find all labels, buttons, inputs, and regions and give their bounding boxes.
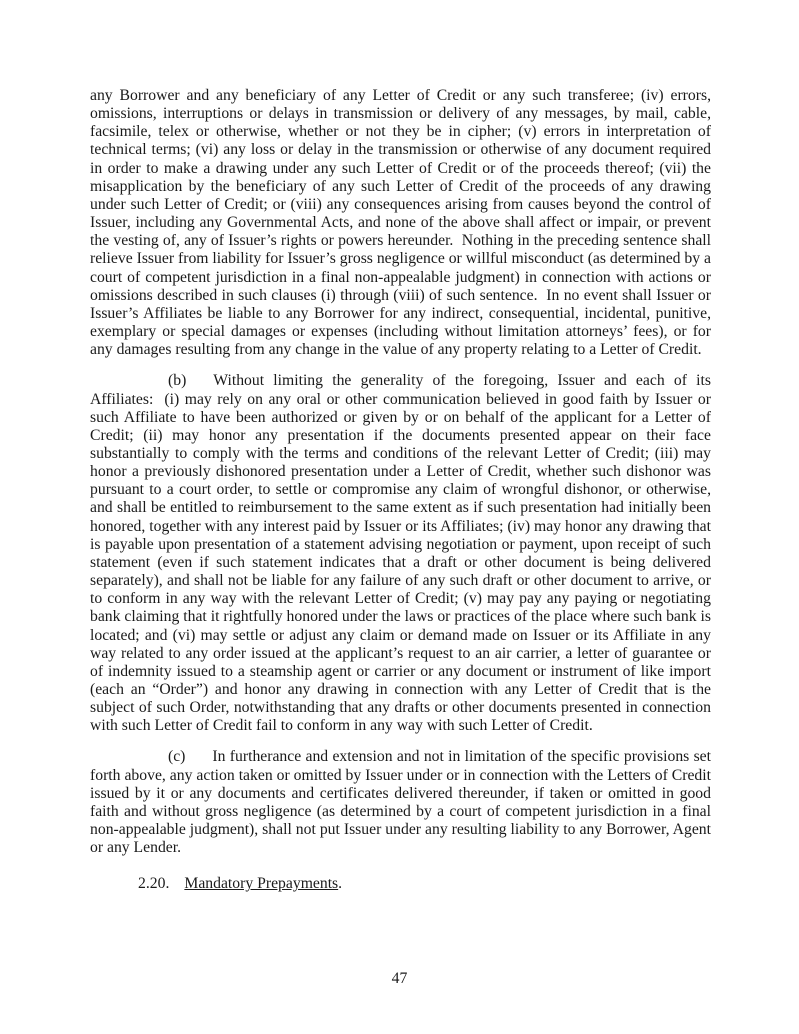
paragraph-b-label: (b) [168,372,187,390]
paragraph-c-text: In furtherance and extension and not in limitation of the specific provisions set forth above, any action taken or omitted by Issuer under or in connection with the Letters of Credit issued by it or any documents and certificates delivered thereunder, if taken or omitted in good faith and without gross negligence (as determined by a court of competent jurisdiction in a final non-appealable judgment), shall not put Issuer under any resulting liability to any Borrower, Agent or any Lender. [90,748,711,857]
section-title: Mandatory Prepayments [184,875,339,893]
page-number: 47 [391,970,408,987]
paragraph-c [90,748,711,857]
section-title-period: . [338,875,343,893]
paragraph-b-text: Without limiting the generality of the foregoing, Issuer and each of its Affiliates: (i) may rely on any oral or other communication believed in good faith by Issuer or such Affiliate to have been authorized or given by or on behalf of the applicant for a Letter of Credit; (ii) may honor any presentation if the documents presented appear on their face substantially to comply with the terms and conditions of the relevant Letter of Credit; (iii) may honor a previously dishonored presentation under a Letter of Credit, whether such dishonor was pursuant to a court order, to settle or compromise any claim of wrongful dishonor, or otherwise, and shall be entitled to reimbursement to the same extent as if such presentation had initially been honored, together with any interest paid by Issuer or its Affiliates; (iv) may honor any drawing that is payable upon presentation of a statement advising negotiation or payment, upon receipt of such statement (even if such statement indicates that a draft or other document is being delivered separately), and shall not be liable for any failure of any such draft or other document to arrive, or to conform in any way with the relevant Letter of Credit; (v) may pay any paying or negotiating bank claiming that it rightfully honored under the laws or practices of the place where such bank is located; and (vi) may settle or adjust any claim or demand made on Issuer or its Affiliate in any way related to any order issued at the applicant’s request to an air carrier, a letter of guarantee or of indemnity issued to a steamship agent or carrier or any document or instrument of like import (each an “Order”) and honor any drawing in connection with any Letter of Credit that is the subject of such Order, notwithstanding that any drafts or other documents presented in connection with such Letter of Credit fail to conform in any way with such Letter of Credit. [90,372,711,735]
paragraph-b [90,372,711,735]
paragraph-c-label: (c) [168,748,186,766]
section-number: 2.20. [138,875,170,893]
section-heading [138,875,711,893]
paragraph-continuation: any Borrower and any beneficiary of any Letter of Credit or any such transferee; (iv) errors, omissions, interruptions or delays in transmission or delivery of any messages, by mail, cable, facsimile, telex or otherwise, whether or not they be in cipher; (v) errors in interpretation of technical terms; (vi) any loss or delay in the transmission or otherwise of any document required in order to make a drawing under any such Letter of Credit or of the proceeds thereof; (vii) the misapplication by the beneficiary of any such Letter of Credit of the proceeds of any drawing under such Letter of Credit; or (viii) any consequences arising from causes beyond the control of Issuer, including any Governmental Acts, and none of the above shall affect or impair, or prevent the vesting of, any of Issuer’s rights or powers hereunder. Nothing in the preceding sentence shall relieve Issuer from liability for Issuer’s gross negligence or willful misconduct (as determined by a court of competent jurisdiction in a final non-appealable judgment) in connection with actions or omissions described in such clauses (i) through (viii) of such sentence. In no event shall Issuer or Issuer’s Affiliates be liable to any Borrower for any indirect, consequential, incidental, punitive, exemplary or special damages or expenses (including without limitation attorneys’ fees), or for any damages resulting from any change in the value of any property relating to a Letter of Credit. [90,87,711,359]
document-body [90,87,711,894]
